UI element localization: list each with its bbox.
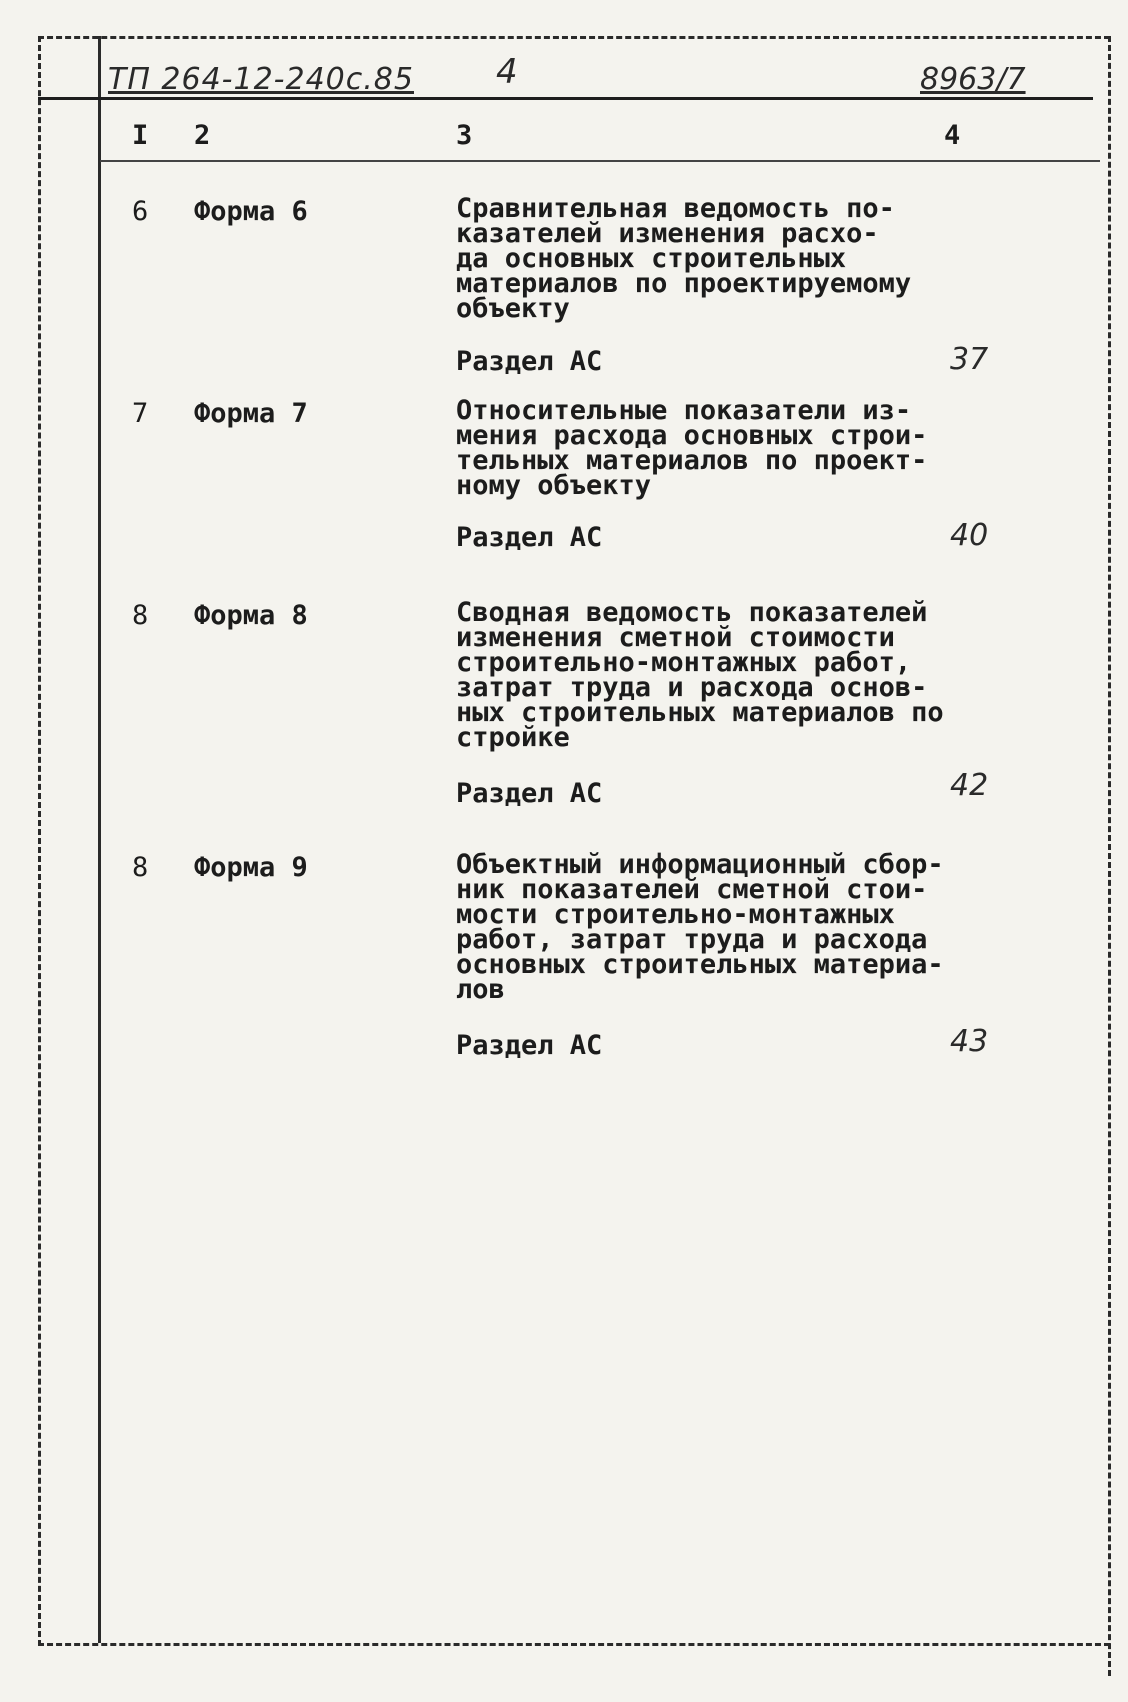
description-line: изменения сметной стоимости xyxy=(456,622,895,653)
row-description xyxy=(456,597,944,753)
description-line: казателей изменения расхо- xyxy=(456,218,879,249)
form-label: Форма 7 xyxy=(194,398,308,429)
description-line: ных строительных материалов по xyxy=(456,697,944,728)
description-line: ник показателей сметной стои- xyxy=(456,874,928,905)
description-line: Объектный информационный сбор- xyxy=(456,849,944,880)
form-label: Форма 9 xyxy=(194,852,308,883)
row-number: 8 xyxy=(132,852,149,883)
page-number: 40 xyxy=(950,518,989,553)
description-line: тельных материалов по проект- xyxy=(456,445,928,476)
binding-margin-line xyxy=(98,36,101,1643)
page-number: 43 xyxy=(950,1024,989,1059)
frame-left-border xyxy=(38,36,41,1646)
section-label: Раздел АС xyxy=(456,346,603,377)
document-code: ТП 264-12-240с.85 xyxy=(108,62,414,97)
row-description xyxy=(456,193,926,324)
section-label: Раздел АС xyxy=(456,1030,603,1061)
row-number: 7 xyxy=(132,398,149,429)
description-line: объекту xyxy=(456,293,570,324)
description-line: работ, затрат труда и расхода xyxy=(456,924,928,955)
header-rule xyxy=(38,97,1093,100)
sheet-number: 4 xyxy=(496,52,518,92)
section-label: Раздел АС xyxy=(456,522,603,553)
column-header-3: 3 xyxy=(456,120,473,151)
description-line: основных строительных материа- xyxy=(456,949,944,980)
row-number: 6 xyxy=(132,196,149,227)
inventory-number: 8963/7 xyxy=(920,62,1026,97)
column-header-2: 2 xyxy=(194,120,211,151)
description-line: строительно-монтажных работ, xyxy=(456,647,912,678)
description-line: материалов по проектируемому xyxy=(456,268,912,299)
column-header-4: 4 xyxy=(944,120,961,151)
row-description xyxy=(456,849,944,1005)
form-label: Форма 8 xyxy=(194,600,308,631)
row-description xyxy=(456,395,928,501)
description-line: Сводная ведомость показателей xyxy=(456,597,928,628)
form-label: Форма 6 xyxy=(194,196,308,227)
column-header-1: I xyxy=(132,120,149,151)
description-line: Сравнительная ведомость по- xyxy=(456,193,895,224)
description-line: затрат труда и расхода основ- xyxy=(456,672,928,703)
column-header-rule xyxy=(100,160,1100,162)
page-number: 37 xyxy=(950,342,989,377)
description-line: да основных строительных xyxy=(456,243,847,274)
page-number: 42 xyxy=(950,768,989,803)
description-line: мости строительно-монтажных xyxy=(456,899,895,930)
description-line: лов xyxy=(456,974,505,1005)
frame-top-border xyxy=(38,36,1110,39)
description-line: стройке xyxy=(456,722,570,753)
description-line: Относительные показатели из- xyxy=(456,395,912,426)
section-label: Раздел АС xyxy=(456,778,603,809)
frame-bottom-border xyxy=(38,1643,1110,1646)
description-line: ному объекту xyxy=(456,470,652,501)
description-line: мения расхода основных строи- xyxy=(456,420,928,451)
frame-right-border xyxy=(1108,36,1111,1676)
row-number: 8 xyxy=(132,600,149,631)
